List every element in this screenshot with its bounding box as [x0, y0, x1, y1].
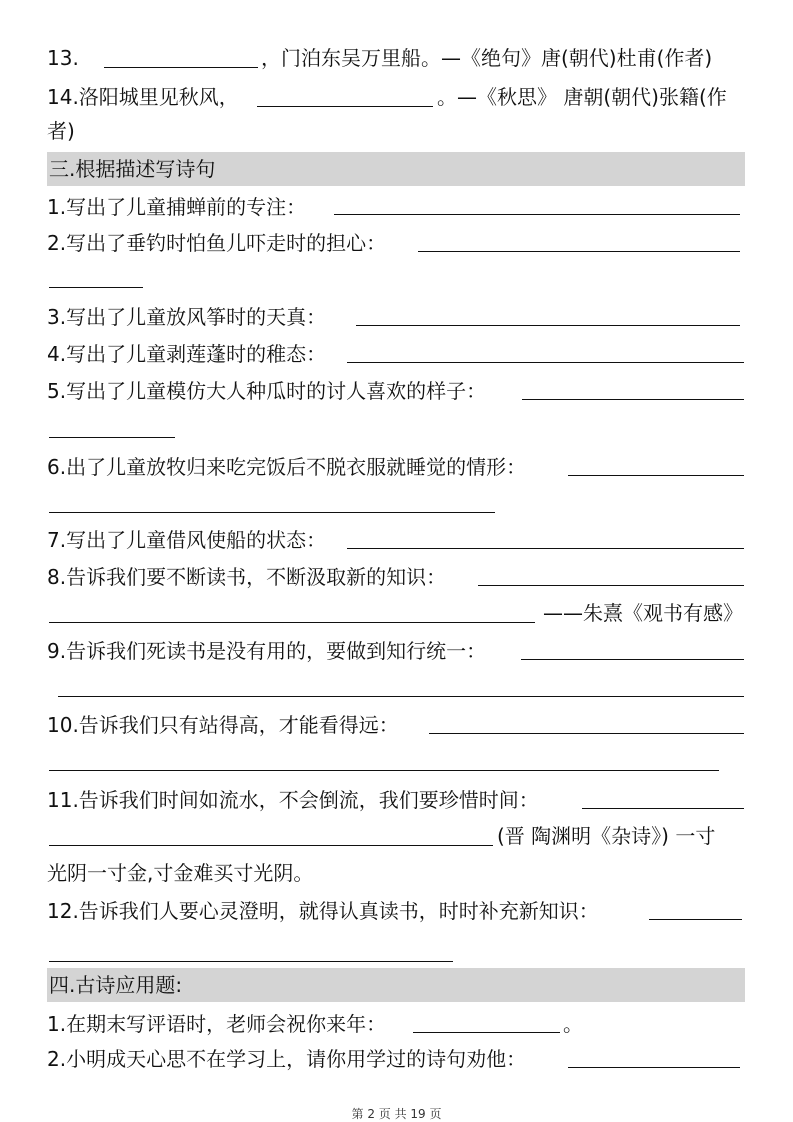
q14-answer-blank[interactable]	[257, 106, 433, 107]
s3-item-11-blank-2[interactable]	[49, 845, 493, 846]
s3-item-9-blank[interactable]	[521, 659, 744, 660]
section-header-4	[47, 968, 745, 1002]
s3-item-5-blank[interactable]	[522, 399, 744, 400]
s4-item-1: 1.在期末写评语时，老师会祝你来年：	[47, 1012, 387, 1036]
s3-item-5-blank-2[interactable]	[49, 437, 175, 438]
s3-item-3-blank[interactable]	[356, 325, 740, 326]
s3-item-11-cont: 光阴一寸金,寸金难买寸光阴。	[47, 861, 314, 885]
s3-item-10-blank-2[interactable]	[49, 770, 719, 771]
s3-item-8: 8.告诉我们要不断读书，不断汲取新的知识：	[47, 565, 447, 589]
s3-item-6-blank-2[interactable]	[49, 512, 495, 513]
s3-item-10: 10.告诉我们只有站得高，才能看得远：	[47, 713, 399, 737]
s3-item-12-blank[interactable]	[649, 919, 742, 920]
s3-item-6: 6.出了儿童放牧归来吃完饭后不脱衣服就睡觉的情形：	[47, 455, 527, 479]
s3-item-11: 11.告诉我们时间如流水，不会倒流，我们要珍惜时间：	[47, 788, 539, 812]
s4-item-2: 2.小明成天心思不在学习上，请你用学过的诗句劝他：	[47, 1047, 527, 1071]
q13-text: ，门泊东吴万里船。—《绝句》唐(朝代)杜甫(作者)	[261, 46, 713, 70]
q14-text-cont: 者)	[47, 119, 75, 143]
s3-item-2-blank-2[interactable]	[49, 287, 143, 288]
s3-item-7: 7.写出了儿童借风使船的状态：	[47, 528, 327, 552]
s4-item-2-blank[interactable]	[568, 1067, 740, 1068]
s3-item-12-blank-2[interactable]	[49, 961, 453, 962]
s3-item-12: 12.告诉我们人要心灵澄明，就得认真读书，时时补充新知识：	[47, 899, 599, 923]
s3-item-3: 3.写出了儿童放风筝时的天真：	[47, 305, 327, 329]
q13-number: 13.	[47, 46, 79, 70]
s4-item-1-blank[interactable]	[413, 1032, 560, 1033]
section-title: 三.根据描述写诗句	[49, 157, 216, 181]
q14-suffix: 。—《秋思》 唐朝(朝代)张籍(作	[437, 85, 727, 109]
s3-item-10-blank[interactable]	[429, 733, 744, 734]
s4-item-1-end: 。	[563, 1012, 583, 1036]
s3-item-11-source: (晋 陶渊明《杂诗》) 一寸	[497, 824, 716, 848]
q14-text: 14.洛阳城里见秋风，	[47, 85, 239, 109]
s3-item-2-blank[interactable]	[418, 251, 740, 252]
s3-item-8-blank[interactable]	[478, 585, 744, 586]
q13-answer-blank[interactable]	[104, 67, 258, 68]
s3-item-7-blank[interactable]	[347, 548, 744, 549]
section-header-3	[47, 152, 745, 186]
s3-item-1: 1.写出了儿童捕蝉前的专注：	[47, 195, 307, 219]
s3-item-6-blank[interactable]	[568, 475, 744, 476]
s3-item-2: 2.写出了垂钓时怕鱼儿吓走时的担心：	[47, 231, 387, 255]
s3-item-9: 9.告诉我们死读书是没有用的，要做到知行统一：	[47, 639, 487, 663]
s3-item-8-blank-2[interactable]	[49, 622, 535, 623]
s3-item-9-blank-2[interactable]	[58, 696, 744, 697]
s3-item-5: 5.写出了儿童模仿大人种瓜时的讨人喜欢的样子：	[47, 379, 487, 403]
s3-item-4-blank[interactable]	[347, 362, 744, 363]
s3-item-4: 4.写出了儿童剥莲蓬时的稚态：	[47, 342, 327, 366]
page-footer: 第 2 页 共 19 页	[351, 1107, 442, 1121]
s3-item-11-blank[interactable]	[582, 808, 744, 809]
s3-item-8-source: ——朱熹《观书有感》	[543, 601, 743, 625]
s3-item-1-blank[interactable]	[334, 214, 740, 215]
section-title: 四.古诗应用题:	[49, 973, 183, 997]
